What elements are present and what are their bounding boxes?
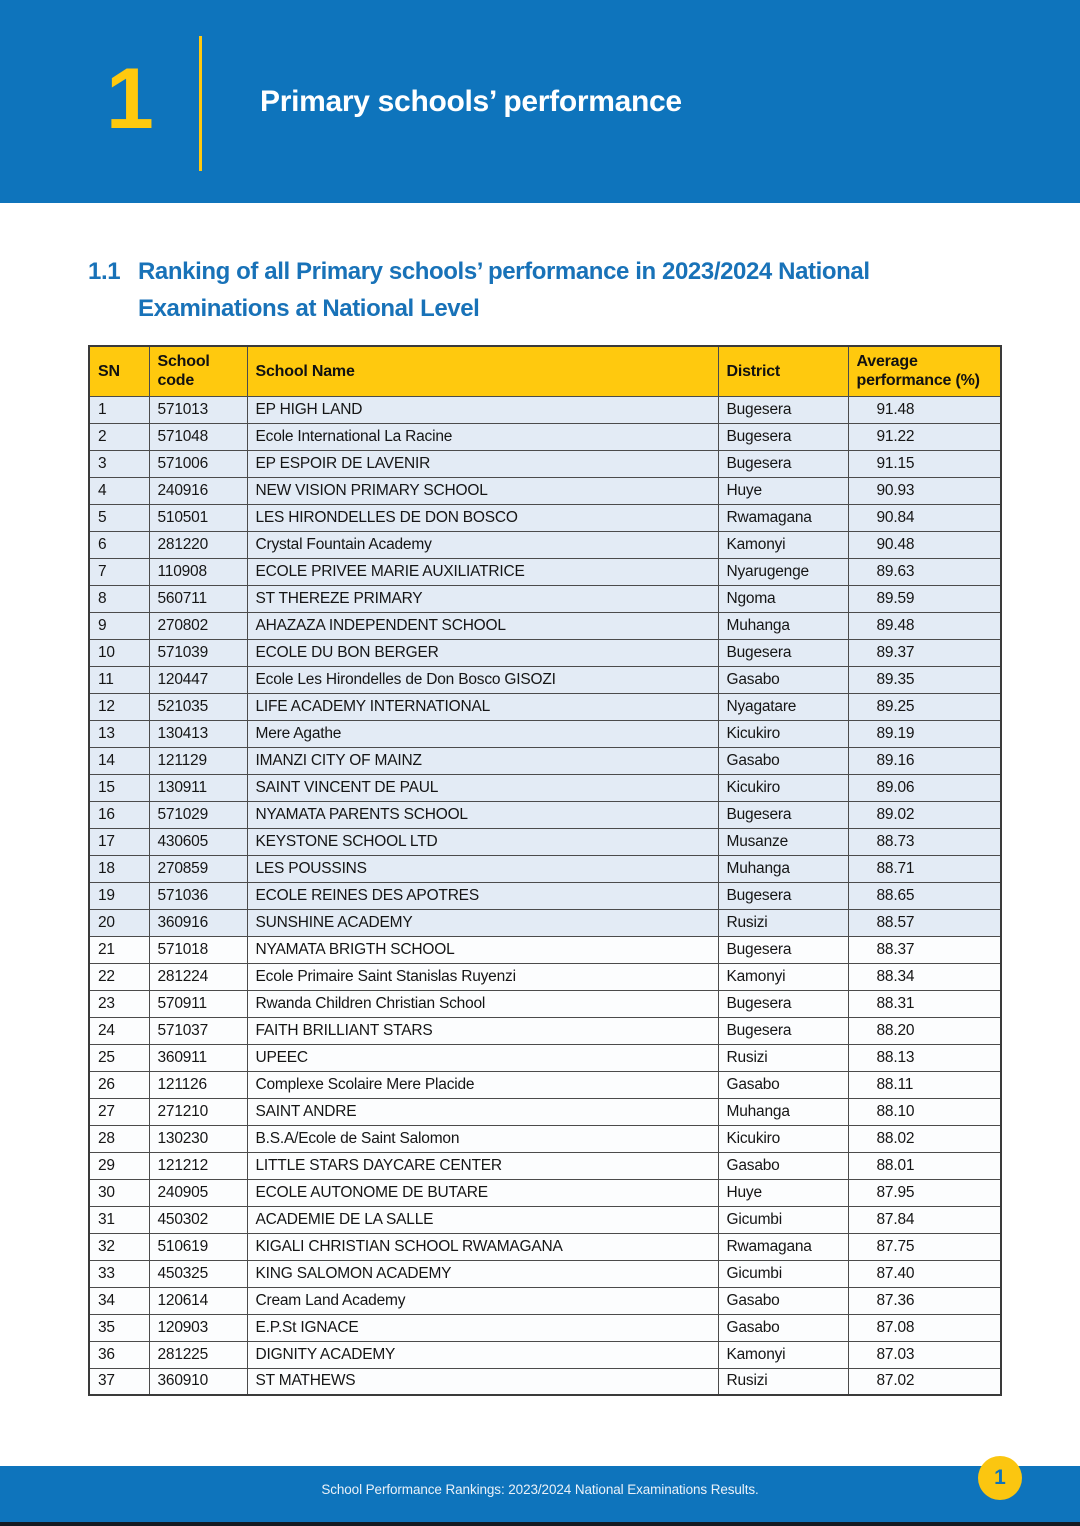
table-row [89,1098,1001,1125]
table-row [89,1206,1001,1233]
cell-avg: 88.34 [848,963,1001,990]
cell-name: NYAMATA PARENTS SCHOOL [247,801,718,828]
cell-avg: 87.02 [848,1368,1001,1395]
table-row [89,1125,1001,1152]
cell-district: Gicumbi [718,1206,848,1233]
chapter-header-band [0,0,1080,203]
cell-avg: 90.48 [848,531,1001,558]
cell-code: 510501 [149,504,247,531]
cell-name: KING SALOMON ACADEMY [247,1260,718,1287]
header-average: Average performance (%) [848,346,1001,396]
cell-avg: 91.15 [848,450,1001,477]
cell-avg: 89.63 [848,558,1001,585]
cell-name: Cream Land Academy [247,1287,718,1314]
cell-name: LES POUSSINS [247,855,718,882]
table-row [89,1341,1001,1368]
table-row [89,693,1001,720]
table-row [89,909,1001,936]
cell-sn: 35 [89,1314,149,1341]
table-row [89,1314,1001,1341]
cell-code: 450302 [149,1206,247,1233]
table-row [89,612,1001,639]
cell-district: Rwamagana [718,504,848,531]
cell-code: 121212 [149,1152,247,1179]
cell-sn: 27 [89,1098,149,1125]
cell-code: 270802 [149,612,247,639]
cell-sn: 24 [89,1017,149,1044]
cell-avg: 87.84 [848,1206,1001,1233]
cell-district: Muhanga [718,612,848,639]
cell-avg: 89.48 [848,612,1001,639]
rankings-table-body [89,396,1001,1395]
cell-sn: 16 [89,801,149,828]
table-row [89,1260,1001,1287]
cell-district: Bugesera [718,639,848,666]
cell-avg: 89.19 [848,720,1001,747]
table-row [89,882,1001,909]
cell-name: LITTLE STARS DAYCARE CENTER [247,1152,718,1179]
cell-code: 281225 [149,1341,247,1368]
cell-sn: 11 [89,666,149,693]
cell-name: EP HIGH LAND [247,396,718,423]
cell-sn: 10 [89,639,149,666]
cell-avg: 91.48 [848,396,1001,423]
cell-name: NEW VISION PRIMARY SCHOOL [247,477,718,504]
cell-sn: 31 [89,1206,149,1233]
table-row [89,1071,1001,1098]
cell-name: ST MATHEWS [247,1368,718,1395]
cell-code: 121129 [149,747,247,774]
cell-avg: 88.01 [848,1152,1001,1179]
table-row [89,1287,1001,1314]
table-row [89,1044,1001,1071]
cell-code: 120614 [149,1287,247,1314]
table-row [89,720,1001,747]
cell-avg: 87.36 [848,1287,1001,1314]
cell-sn: 19 [89,882,149,909]
cell-avg: 90.93 [848,477,1001,504]
page-footer-band [0,1466,1080,1526]
cell-name: Ecole Les Hirondelles de Don Bosco GISOZI [247,666,718,693]
cell-district: Rusizi [718,909,848,936]
table-row [89,666,1001,693]
cell-sn: 22 [89,963,149,990]
cell-sn: 1 [89,396,149,423]
table-row [89,747,1001,774]
cell-sn: 26 [89,1071,149,1098]
cell-name: Ecole Primaire Saint Stanislas Ruyenzi [247,963,718,990]
cell-avg: 89.35 [848,666,1001,693]
cell-avg: 87.03 [848,1341,1001,1368]
cell-avg: 87.75 [848,1233,1001,1260]
cell-sn: 23 [89,990,149,1017]
cell-name: EP ESPOIR DE LAVENIR [247,450,718,477]
cell-sn: 34 [89,1287,149,1314]
cell-district: Nyagatare [718,693,848,720]
table-row [89,1368,1001,1395]
cell-district: Bugesera [718,801,848,828]
table-row [89,639,1001,666]
cell-code: 560711 [149,585,247,612]
cell-district: Muhanga [718,855,848,882]
cell-code: 240916 [149,477,247,504]
cell-code: 281224 [149,963,247,990]
table-row [89,1233,1001,1260]
cell-avg: 89.06 [848,774,1001,801]
cell-sn: 37 [89,1368,149,1395]
cell-name: LIFE ACADEMY INTERNATIONAL [247,693,718,720]
cell-code: 360910 [149,1368,247,1395]
cell-name: Mere Agathe [247,720,718,747]
cell-sn: 8 [89,585,149,612]
cell-district: Bugesera [718,990,848,1017]
footer-text: School Performance Rankings: 2023/2024 National Examinations Results. [321,1482,759,1497]
cell-avg: 89.59 [848,585,1001,612]
table-row [89,1152,1001,1179]
header-row [89,346,1001,396]
cell-sn: 2 [89,423,149,450]
cell-name: SAINT ANDRE [247,1098,718,1125]
cell-district: Bugesera [718,1017,848,1044]
cell-code: 571036 [149,882,247,909]
cell-district: Muhanga [718,1098,848,1125]
cell-sn: 29 [89,1152,149,1179]
header-name: School Name [247,346,718,396]
cell-district: Bugesera [718,450,848,477]
section-title: Ranking of all Primary schools’ performance in 2023/2024 National Examinations at National Level [138,258,870,322]
cell-code: 121126 [149,1071,247,1098]
cell-name: AHAZAZA INDEPENDENT SCHOOL [247,612,718,639]
cell-name: ACADEMIE DE LA SALLE [247,1206,718,1233]
section-number: 1.1 [88,258,121,285]
cell-district: Bugesera [718,423,848,450]
cell-sn: 3 [89,450,149,477]
cell-name: FAITH BRILLIANT STARS [247,1017,718,1044]
cell-sn: 17 [89,828,149,855]
cell-name: ECOLE REINES DES APOTRES [247,882,718,909]
cell-district: Bugesera [718,882,848,909]
table-row [89,990,1001,1017]
cell-sn: 28 [89,1125,149,1152]
cell-name: B.S.A/Ecole de Saint Salomon [247,1125,718,1152]
cell-code: 120447 [149,666,247,693]
table-row [89,396,1001,423]
cell-code: 521035 [149,693,247,720]
cell-name: ECOLE AUTONOME DE BUTARE [247,1179,718,1206]
cell-sn: 30 [89,1179,149,1206]
cell-code: 130230 [149,1125,247,1152]
cell-name: KIGALI CHRISTIAN SCHOOL RWAMAGANA [247,1233,718,1260]
table-row [89,504,1001,531]
cell-district: Huye [718,1179,848,1206]
table-row [89,585,1001,612]
cell-code: 281220 [149,531,247,558]
table-row [89,828,1001,855]
cell-avg: 88.57 [848,909,1001,936]
cell-sn: 4 [89,477,149,504]
table-row [89,855,1001,882]
cell-avg: 88.13 [848,1044,1001,1071]
table-row [89,963,1001,990]
cell-district: Nyarugenge [718,558,848,585]
cell-code: 571013 [149,396,247,423]
cell-avg: 87.95 [848,1179,1001,1206]
cell-name: ECOLE PRIVEE MARIE AUXILIATRICE [247,558,718,585]
rankings-table-header [89,346,1001,396]
cell-district: Kamonyi [718,963,848,990]
cell-sn: 6 [89,531,149,558]
cell-district: Gasabo [718,666,848,693]
cell-code: 571039 [149,639,247,666]
cell-name: Complexe Scolaire Mere Placide [247,1071,718,1098]
cell-avg: 91.22 [848,423,1001,450]
cell-code: 571018 [149,936,247,963]
table-row [89,1017,1001,1044]
cell-avg: 88.20 [848,1017,1001,1044]
cell-code: 130413 [149,720,247,747]
cell-district: Huye [718,477,848,504]
cell-code: 510619 [149,1233,247,1260]
cell-avg: 88.31 [848,990,1001,1017]
cell-sn: 15 [89,774,149,801]
cell-code: 571029 [149,801,247,828]
cell-district: Gasabo [718,1314,848,1341]
cell-name: DIGNITY ACADEMY [247,1341,718,1368]
cell-avg: 89.37 [848,639,1001,666]
cell-avg: 89.02 [848,801,1001,828]
cell-district: Gicumbi [718,1260,848,1287]
cell-district: Bugesera [718,396,848,423]
cell-avg: 88.73 [848,828,1001,855]
header-district: District [718,346,848,396]
cell-name: SUNSHINE ACADEMY [247,909,718,936]
cell-code: 360911 [149,1044,247,1071]
cell-code: 570911 [149,990,247,1017]
table-row [89,450,1001,477]
cell-sn: 13 [89,720,149,747]
cell-district: Kamonyi [718,1341,848,1368]
cell-district: Rusizi [718,1044,848,1071]
cell-district: Musanze [718,828,848,855]
table-row [89,477,1001,504]
cell-district: Kicukiro [718,720,848,747]
cell-sn: 32 [89,1233,149,1260]
cell-avg: 89.25 [848,693,1001,720]
page-number-badge: 1 [978,1456,1022,1500]
cell-sn: 7 [89,558,149,585]
table-row [89,1179,1001,1206]
cell-name: Ecole International La Racine [247,423,718,450]
cell-sn: 9 [89,612,149,639]
table-row [89,936,1001,963]
cell-sn: 18 [89,855,149,882]
cell-avg: 87.08 [848,1314,1001,1341]
cell-district: Bugesera [718,936,848,963]
table-row [89,774,1001,801]
cell-district: Kicukiro [718,774,848,801]
cell-name: E.P.St IGNACE [247,1314,718,1341]
cell-district: Kamonyi [718,531,848,558]
cell-avg: 88.65 [848,882,1001,909]
chapter-title: Primary schools’ performance [260,85,682,118]
cell-code: 270859 [149,855,247,882]
chapter-divider-rule [199,36,202,171]
header-sn: SN [89,346,149,396]
cell-district: Kicukiro [718,1125,848,1152]
header-code: School code [149,346,247,396]
chapter-number: 1 [106,51,154,147]
table-row [89,558,1001,585]
cell-district: Gasabo [718,1152,848,1179]
cell-name: ECOLE DU BON BERGER [247,639,718,666]
cell-avg: 89.16 [848,747,1001,774]
cell-code: 430605 [149,828,247,855]
cell-code: 360916 [149,909,247,936]
cell-district: Ngoma [718,585,848,612]
cell-avg: 88.71 [848,855,1001,882]
cell-sn: 14 [89,747,149,774]
cell-sn: 36 [89,1341,149,1368]
cell-sn: 25 [89,1044,149,1071]
cell-sn: 12 [89,693,149,720]
cell-code: 271210 [149,1098,247,1125]
cell-district: Rwamagana [718,1233,848,1260]
cell-district: Gasabo [718,1287,848,1314]
cell-code: 571037 [149,1017,247,1044]
cell-code: 571048 [149,423,247,450]
cell-district: Gasabo [718,747,848,774]
cell-name: LES HIRONDELLES DE DON BOSCO [247,504,718,531]
table-row [89,801,1001,828]
cell-name: ST THEREZE PRIMARY [247,585,718,612]
cell-sn: 20 [89,909,149,936]
cell-sn: 5 [89,504,149,531]
cell-name: UPEEC [247,1044,718,1071]
cell-code: 571006 [149,450,247,477]
cell-avg: 88.10 [848,1098,1001,1125]
cell-avg: 87.40 [848,1260,1001,1287]
cell-name: IMANZI CITY OF MAINZ [247,747,718,774]
cell-code: 120903 [149,1314,247,1341]
cell-code: 450325 [149,1260,247,1287]
rankings-table [88,345,1002,1396]
bottom-edge-strip [0,1522,1080,1526]
cell-code: 130911 [149,774,247,801]
cell-name: Crystal Fountain Academy [247,531,718,558]
cell-sn: 21 [89,936,149,963]
cell-avg: 88.37 [848,936,1001,963]
cell-avg: 88.11 [848,1071,1001,1098]
cell-code: 240905 [149,1179,247,1206]
cell-name: SAINT VINCENT DE PAUL [247,774,718,801]
cell-district: Rusizi [718,1368,848,1395]
cell-avg: 88.02 [848,1125,1001,1152]
cell-avg: 90.84 [848,504,1001,531]
table-row [89,423,1001,450]
cell-name: KEYSTONE SCHOOL LTD [247,828,718,855]
cell-district: Gasabo [718,1071,848,1098]
table-row [89,531,1001,558]
cell-name: Rwanda Children Christian School [247,990,718,1017]
cell-code: 110908 [149,558,247,585]
cell-sn: 33 [89,1260,149,1287]
cell-name: NYAMATA BRIGTH SCHOOL [247,936,718,963]
